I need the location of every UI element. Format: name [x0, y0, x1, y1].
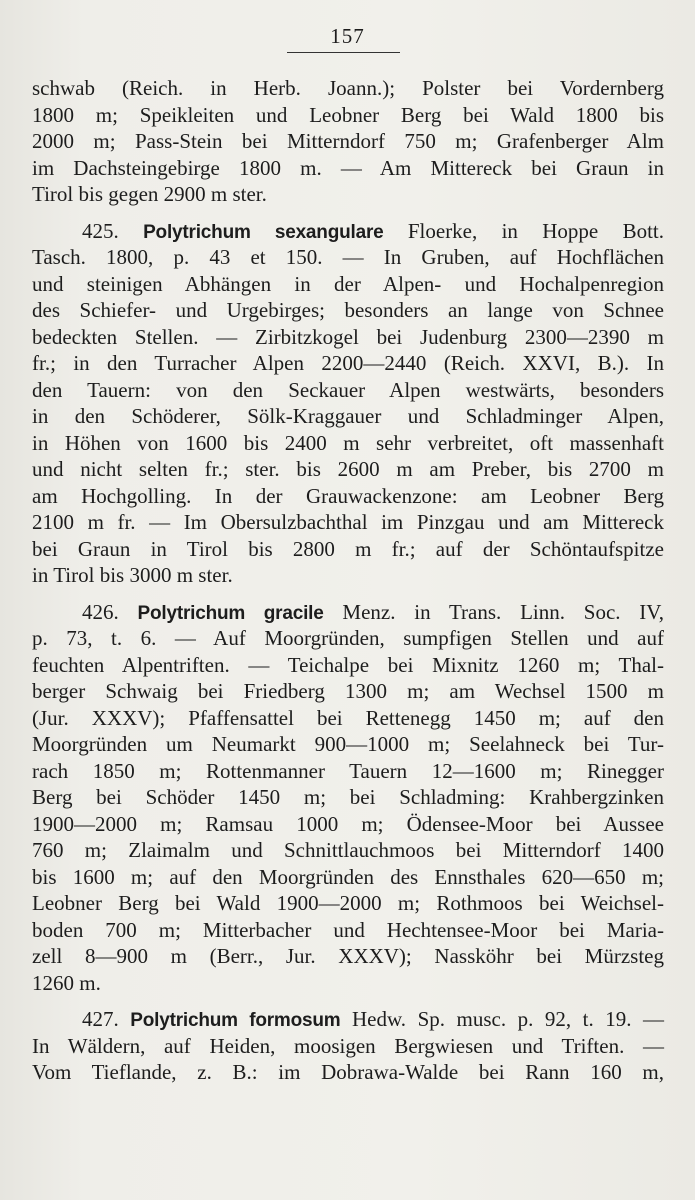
page-number: 157: [330, 24, 365, 48]
entry-number: 427.: [82, 1007, 119, 1031]
entry-heading-line: [32, 599, 664, 626]
entry-citation: Menz. in Trans. Linn. Soc. IV,: [342, 599, 664, 624]
text-line: und nicht selten fr.; ster. bis 2600 m am Preber, bis 2700 m: [32, 457, 664, 481]
text-line: bei Graun in Tirol bis 2800 m fr.; auf der Schöntaufspitze: [32, 536, 664, 561]
text-line: In Wäldern, auf Heiden, moosigen Bergwiesen und Triften. —: [32, 1033, 664, 1058]
text-line: am Hochgolling. In der Grauwackenzone: am Leobner Berg: [32, 483, 664, 508]
paragraph-continuation: [32, 75, 664, 208]
text-line: fr.; in den Turracher Alpen 2200—2440 (Reich. XXVI, B.). In: [32, 351, 664, 375]
text-line: 2100 m fr. — Im Obersulzbachthal im Pinzgau und am Mittereck: [32, 510, 664, 534]
text-line: berger Schwaig bei Friedberg 1300 m; am Wechsel 1500 m: [32, 679, 664, 703]
text-line: 1260 m.: [32, 970, 101, 995]
text-line: rach 1850 m; Rottenmanner Tauern 12—1600 m; Rinegger: [32, 758, 664, 783]
text-line: den Tauern: von den Seckauer Alpen westwärts, besonders: [32, 377, 664, 402]
entry-citation: Hedw. Sp. musc. p. 92, t. 19. —: [352, 1007, 664, 1031]
entry-427: [32, 1006, 664, 1086]
text-line: und steinigen Abhängen in der Alpen- und Hochalpenregion: [32, 271, 664, 296]
species-name: Polytrichum formosum: [130, 1010, 341, 1031]
text-line: in Tirol bis 3000 m ster.: [32, 563, 233, 587]
text-line: 1900—2000 m; Ramsau 1000 m; Ödensee-Moor bei Aussee: [32, 811, 664, 836]
entry-number: 425.: [82, 218, 119, 243]
species-name: Polytrichum sexangulare: [143, 221, 384, 243]
entry-426: [32, 599, 664, 997]
text-line: 760 m; Zlaimalm und Schnittlauchmoos bei Mitterndorf 1400: [32, 838, 664, 862]
entry-425: [32, 218, 664, 589]
text-line: Vom Tieflande, z. B.: im Dobrawa-Walde bei Rann 160 m,: [32, 1060, 664, 1084]
text-line: Leobner Berg bei Wald 1900—2000 m; Rothmoos bei Weichsel-: [32, 891, 664, 915]
text-line: p. 73, t. 6. — Auf Moorgründen, sumpfigen Stellen und auf: [32, 626, 664, 650]
text-line: bis 1600 m; auf den Moorgründen des Ennsthales 620—650 m;: [32, 864, 664, 889]
text-line: Tirol bis gegen 2900 m ster.: [32, 182, 267, 206]
text-line: feuchten Alpentriften. — Teichalpe bei Mixnitz 1260 m; Thal-: [32, 652, 664, 677]
body-text: [32, 75, 664, 1096]
text-line: boden 700 m; Mitterbacher und Hechtensee-Moor bei Maria-: [32, 917, 664, 942]
text-line: Berg bei Schöder 1450 m; bei Schladming: Krahbergzinken: [32, 785, 664, 809]
text-line: (Jur. XXXV); Pfaffensattel bei Rettenegg 1450 m; auf den: [32, 705, 664, 730]
text-line: 2000 m; Pass-Stein bei Mitterndorf 750 m; Grafenberger Alm: [32, 129, 664, 153]
text-line: Tasch. 1800, p. 43 et 150. — In Gruben, auf Hochflächen: [32, 245, 664, 269]
text-line: in den Schöderer, Sölk-Kraggauer und Schladminger Alpen,: [32, 404, 664, 428]
text-line: 1800 m; Speikleiten und Leobner Berg bei Wald 1800 bis: [32, 102, 664, 127]
text-line: zell 8—900 m (Berr., Jur. XXXV); Nassköhr bei Mürzsteg: [32, 944, 664, 968]
entry-heading-line: [32, 1006, 664, 1033]
text-line: bedeckten Stellen. — Zirbitzkogel bei Judenburg 2300—2390 m: [32, 324, 664, 349]
text-line: des Schiefer- und Urgebirges; besonders an lange von Schnee: [32, 298, 664, 322]
entry-citation: Floerke, in Hoppe Bott.: [407, 218, 664, 243]
text-line: im Dachsteingebirge 1800 m. — Am Mittereck bei Graun in: [32, 155, 664, 180]
entry-heading-line: [32, 218, 664, 245]
entry-number: 426.: [82, 599, 119, 624]
species-name: Polytrichum gracile: [137, 602, 324, 624]
text-line: Moorgründen um Neumarkt 900—1000 m; Seelahneck bei Tur-: [32, 732, 664, 756]
text-line: schwab (Reich. in Herb. Joann.); Polster bei Vordernberg: [32, 76, 664, 100]
header-rule: [287, 52, 400, 53]
text-line: in Höhen von 1600 bis 2400 m sehr verbreitet, oft massenhaft: [32, 430, 664, 455]
